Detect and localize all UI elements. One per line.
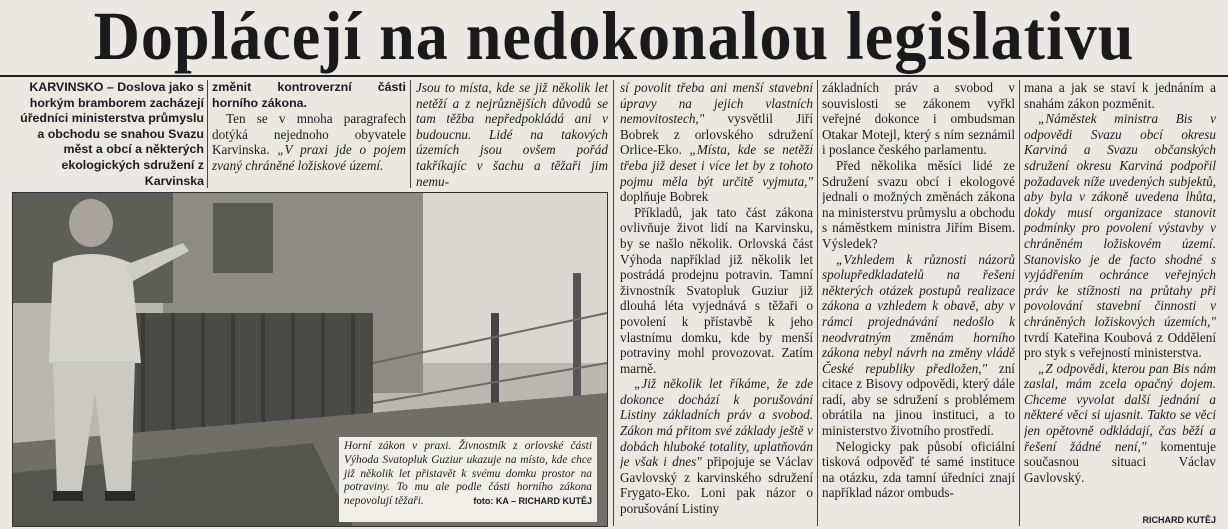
column-divider	[817, 80, 818, 526]
headline-rule	[0, 75, 1228, 77]
column-3	[416, 80, 608, 188]
body-paragraph: Před několika měsíci lidé ze Sdružení svazu obcí i ekologové jednali o možných změnách zákona na ministerstvu průmyslu a obchodu s náměstkem ministra Jiřím Bisem. Výsledek?	[822, 157, 1015, 251]
caption-text: Horní zákon v praxi. Živnostník z orlovské části Výhoda Svatopluk Guziur ukazuje na místo, kde chce již několik let přistavět k svému domku prostor na potraviny. To mu ale podle části horního zákona nepovolují těžaři.	[344, 440, 592, 508]
lead-continuation: změnit kontroverzní části horního zákona.	[212, 80, 406, 110]
column-divider	[1019, 80, 1020, 526]
column-divider	[613, 80, 614, 526]
body-text: připojuje se Václav Gavlovský z karvinského sdružení Frygato-Eko. Loni pak názor o porušování Listiny	[620, 454, 813, 517]
column-divider	[207, 80, 208, 188]
body-paragraph: Příkladů, jak tato část zákona ovlivňuje život lidí na Karvinsku, by se našlo několik. Orlovská část Výhoda například již několik let postrádá prodejnu potravin. Tamní živnostník Svatopluk Guziur již dlouhá léta vyjednává s těžaři o povolení k přístavbě k jeho vlastnímu domku, kde by menší potraviny mohl provozovat. Zatím marně.	[620, 204, 813, 376]
body-text: doplňuje Bobrek	[620, 189, 709, 205]
quote-text: „Místa, kde se netěží třeba již deset i více let by z tohoto pojmu měla být určitě vyjmuta,"	[620, 142, 813, 189]
column-4	[620, 80, 813, 526]
quote-paragraph: Jsou to místa, kde se již několik let netěží a z nejrůznějších důvodů se tam těžba nepředpokládá ani v budoucnu. Lidé na takových územích jsou ovšem pořád takříkajíc v šachu a těžaři jim nemu-	[416, 80, 608, 188]
photo-caption	[339, 437, 597, 522]
quote-text: „Náměstek ministra Bis v odpovědi Svazu obcí okresu Karviná a Svazu občanských sdružení okresu Karviná podpořil požadavek níže uvedených subjektů, aby byla v zákoně uvedena lhůta, dokdy musí organizace stanovit podmínky pro povolení výstavby v chráněném ložiskovém území. Stanovisko je de facto shodné s vyjádřením ochránce veřejných práv ke stížnosti na průtahy při povolování stavební činnosti v chráněných ložiskových územích,"	[1024, 111, 1216, 329]
body-paragraph	[1024, 361, 1216, 486]
body-paragraph	[620, 80, 813, 205]
lead-paragraph: KARVINSKO – Doslova jako s horkým bramborem zacházejí úředníci ministerstva průmyslu a obchodu se snahou Svazu měst a obcí a některých ekologických sdružení z Karvinska	[20, 80, 204, 188]
body-paragraph	[620, 376, 813, 516]
column-6	[1024, 80, 1216, 512]
body-text: vysvětlil Jiří Bobrek z orlovského sdružení Orlice-Eko.	[620, 111, 813, 158]
author-signature: RICHARD KUTĚJ	[1142, 515, 1216, 525]
headline: Doplácejí na nedokonalou legislativu	[93, 0, 1135, 74]
quote-text: „Z odpovědi, kterou pan Bis nám zaslal, mám zcela opačný dojem. Chceme vyvolat další jednání a některé věci si ujasnit. Takto se věci jen opětovně odkládají, čas běží a řešení žádné není,"	[1024, 360, 1216, 454]
column-1	[12, 80, 204, 188]
column-2	[212, 80, 406, 188]
quote-text: „Již několik let říkáme, že zde dokonce dochází k porušování Listiny základních práv a svobod. Zákon má přitom své základy ještě v dobách hluboké totality, uplatňován je však i dnes"	[620, 376, 813, 470]
quote-text: „Vzhledem k různosti názorů spolupředkladatelů na řešení některých otázek postupů realizace zákona a vzhledem k obavě, aby v rámci projednávání nedošlo k neodvratným změnám horního zákona nebyl návrh na změny vládě České republiky předložen,"	[822, 251, 1015, 376]
body-paragraph	[822, 252, 1015, 439]
body-text: komentuje současnou situaci Václav Gavlovský.	[1024, 438, 1216, 485]
body-paragraph: mana a jak se staví k jednáním a snahám zákon pozměnit.	[1024, 80, 1216, 111]
body-paragraph: základních práv a svobod v souvislosti se zákonem vyřkl veřejné dokonce i ombudsman Otakar Motejl, který s ním seznámil i poslance českého parlamentu.	[822, 80, 1015, 158]
quote-text: sí povolit třeba ani menší stavební úpravy na jejich vlastních nemovitostech,"	[620, 80, 813, 127]
body-text: Ten se v mnoha paragrafech dotýká nejednoho obyvatele Karvinska.	[212, 111, 406, 158]
photo-credit: foto: KA – RICHARD KUTĚJ	[473, 496, 592, 507]
column-divider	[410, 80, 411, 188]
column-5	[822, 80, 1015, 526]
body-paragraph: Nelogicky pak působí oficiální tisková odpověď té samé instituce na otázku, zda tamní úředníci znají například názor ombuds-	[822, 438, 1015, 501]
quote-text: „V praxi jde o pojem zvaný chráněné ložiskové území.	[212, 142, 406, 173]
body-text: zní citace z Bisovy odpovědi, který dále radí, aby se sdružení s problémem obrátila na jinou instituci, a to ministerstvo životního prostředí.	[822, 360, 1015, 439]
body-text: tvrdí Kateřina Koubová z Oddělení pro styk s veřejností ministerstva.	[1024, 329, 1216, 361]
body-paragraph	[1024, 111, 1216, 361]
body-paragraph	[212, 111, 406, 173]
